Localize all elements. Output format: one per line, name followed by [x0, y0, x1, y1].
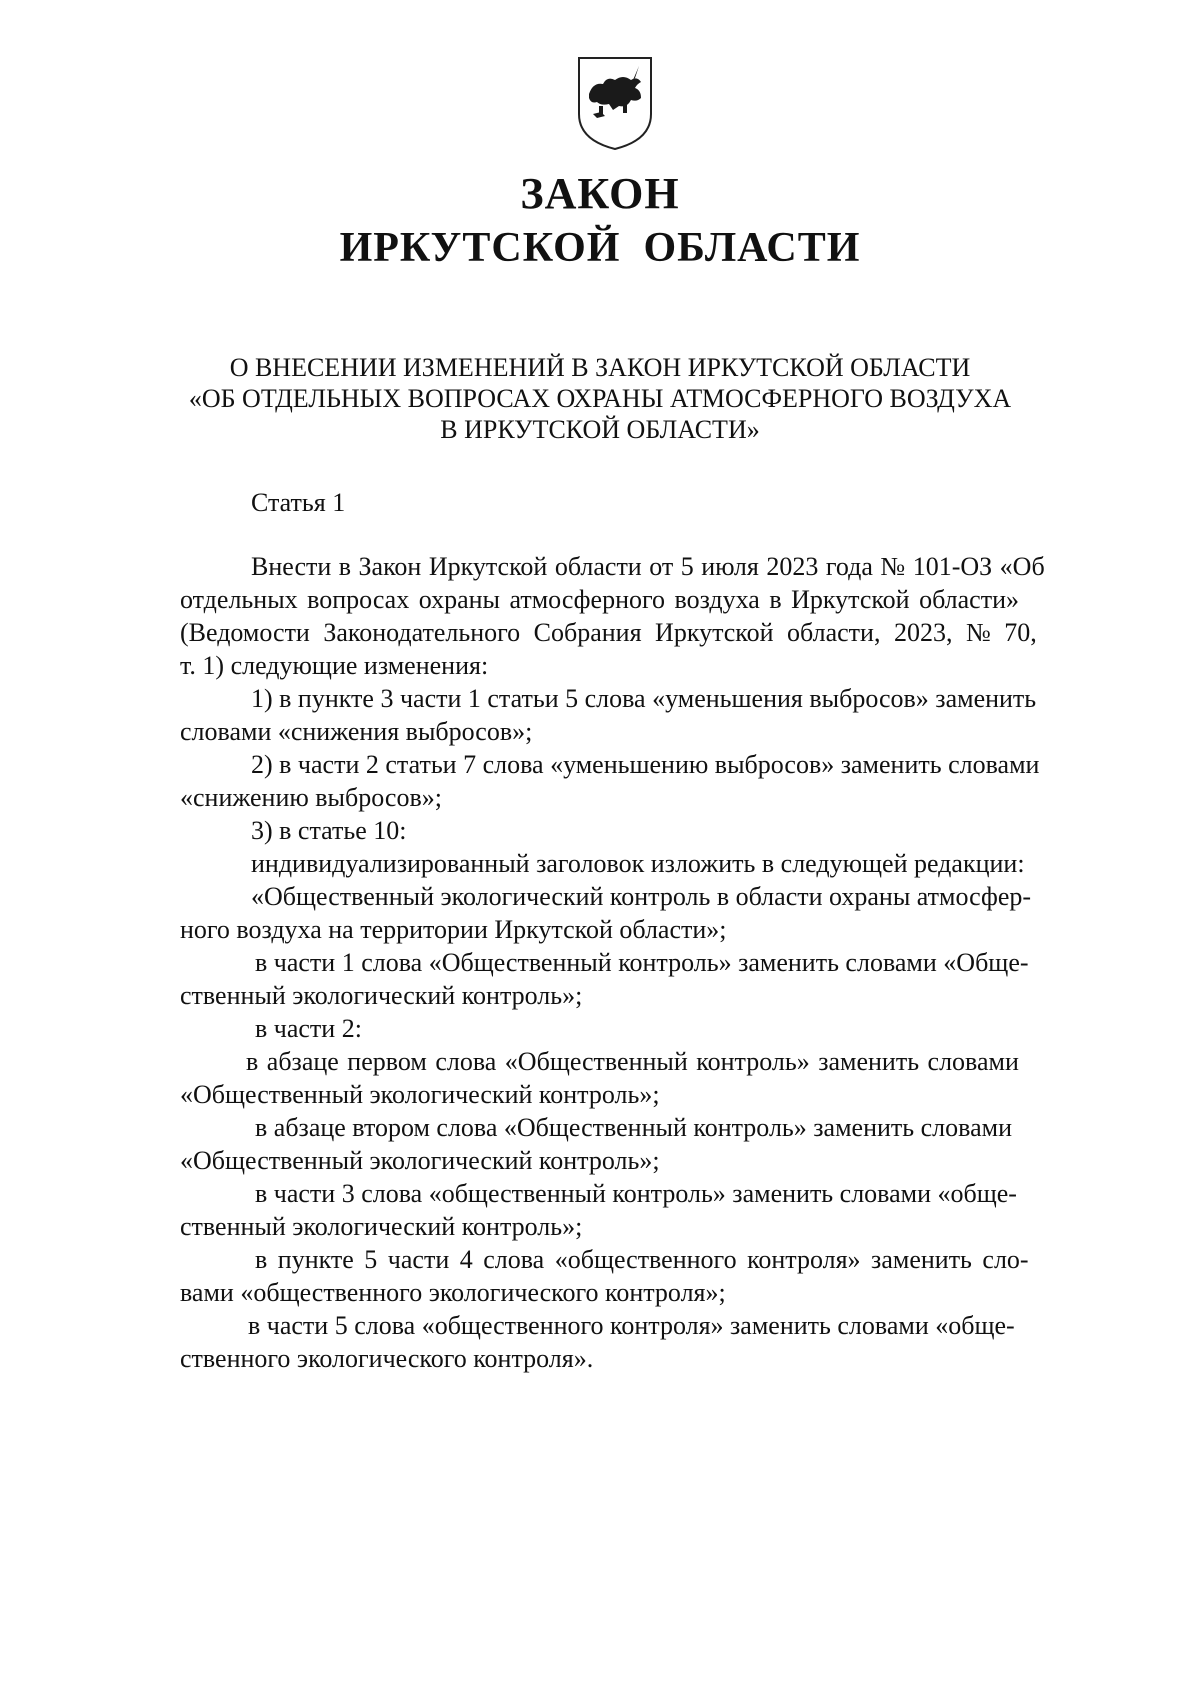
subtitle-line: «ОБ ОТДЕЛЬНЫХ ВОПРОСАХ ОХРАНЫ АТМОСФЕРНОГО ВОЗДУХА [188, 384, 1012, 413]
body-line: в части 5 слова «общественного контроля» заменить словами «обще- [248, 1311, 1015, 1340]
irkutsk-coat-of-arms-icon [575, 54, 655, 152]
body-line: вами «общественного экологического контроля»; [180, 1278, 726, 1307]
body-line: т. 1) следующие изменения: [180, 651, 489, 680]
body-line: «снижению выбросов»; [180, 783, 442, 812]
body-line: отдельных вопросах охраны атмосферного воздуха в Иркутской области» [180, 585, 1019, 614]
body-line: «Общественный экологический контроль»; [180, 1080, 660, 1109]
body-line: индивидуализированный заголовок изложить в следующей редакции: [251, 849, 1025, 878]
body-line: ственный экологический контроль»; [180, 1212, 583, 1241]
body-line: 2) в части 2 статьи 7 слова «уменьшению выбросов» заменить словами [251, 750, 1040, 779]
body-line: ственный экологический контроль»; [180, 981, 583, 1010]
body-line: ственного экологического контроля». [180, 1344, 594, 1373]
body-line: (Ведомости Законодательного Собрания Иркутской области, 2023, № 70, [180, 618, 1037, 647]
body-line: «Общественный экологический контроль»; [180, 1146, 660, 1175]
body-line: в абзаце первом слова «Общественный контроль» заменить словами [246, 1047, 1019, 1076]
body-line: ного воздуха на территории Иркутской области»; [180, 915, 727, 944]
law-title: ЗАКОН [520, 169, 680, 218]
body-line: 3) в статье 10: [251, 816, 407, 845]
body-line: в части 1 слова «Общественный контроль» заменить словами «Обще- [255, 948, 1029, 977]
body-line: в абзаце втором слова «Общественный контроль» заменить словами [255, 1113, 1012, 1142]
law-region: ИРКУТСКОЙ ОБЛАСТИ [339, 225, 861, 271]
subtitle-line: О ВНЕСЕНИИ ИЗМЕНЕНИЙ В ЗАКОН ИРКУТСКОЙ ОБЛАСТИ [229, 353, 971, 382]
article-heading: Статья 1 [251, 488, 346, 517]
law-subtitle [120, 352, 1080, 445]
article-body [180, 550, 1086, 1375]
body-line: словами «снижения выбросов»; [180, 717, 533, 746]
body-line: «Общественный экологический контроль в области охраны атмосфер- [251, 882, 1032, 911]
body-line: в части 2: [255, 1014, 362, 1043]
body-line: в части 3 слова «общественный контроль» заменить словами «обще- [255, 1179, 1017, 1208]
body-line: в пункте 5 части 4 слова «общественного контроля» заменить сло- [255, 1245, 1029, 1274]
body-line: 1) в пункте 3 части 1 статьи 5 слова «уменьшения выбросов» заменить [251, 684, 1037, 713]
body-line: Внести в Закон Иркутской области от 5 июля 2023 года № 101-ОЗ «Об [251, 552, 1045, 581]
subtitle-line: В ИРКУТСКОЙ ОБЛАСТИ» [440, 415, 760, 444]
